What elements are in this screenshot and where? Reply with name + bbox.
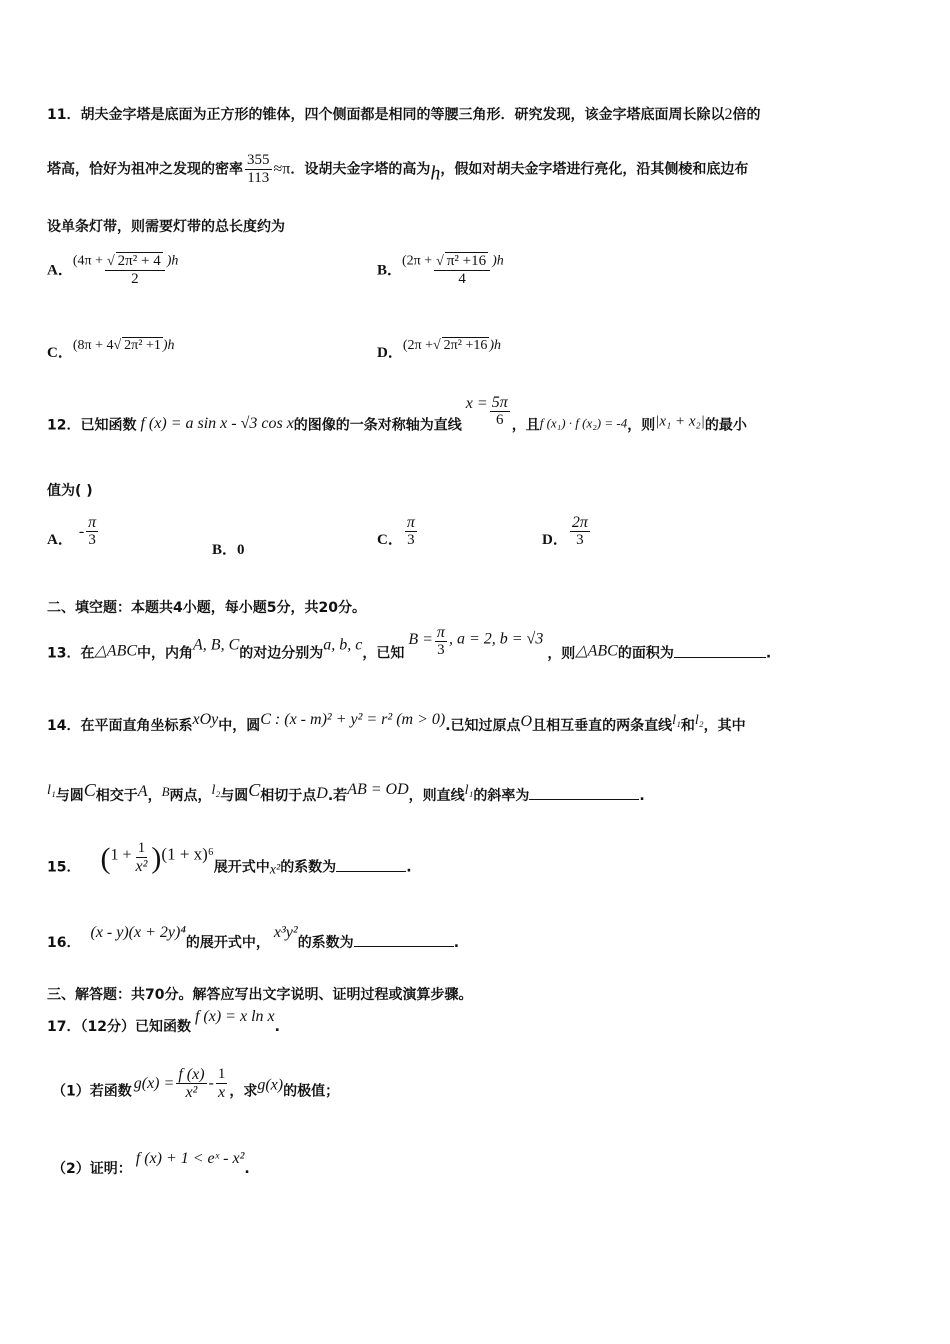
q15-line: 15． (1 + $\frac{1}{\text{x²}}$ )(1 + x)⁶展开式中x²的系数为 .: [47, 840, 412, 878]
q12-option-a[interactable]: A． - $\frac{\pi}{3}$: [47, 514, 97, 548]
q16-answer-blank[interactable]: [354, 932, 454, 947]
q11-option-b-fraction: $\frac{\text{√ π² +16}}{4}$: [434, 252, 490, 288]
q11-option-a[interactable]: A．(4π + $\frac{\text{√ 2π² + 4}}{2}$ )h: [47, 253, 179, 287]
q17-part1: （1）若函数 g(x) = $\frac{f (x)}{\text{x²}}$ - $\frac{1}{x}$ ，求g(x)的极值；: [52, 1066, 340, 1101]
section-2-heading: 二、填空题：本题共4小题，每小题5分，共20分。: [47, 600, 366, 616]
q12-option-c[interactable]: C． $\frac{\pi}{3}$: [377, 514, 415, 548]
q11-option-d[interactable]: D．(2π +√ 2π² +16 )h: [377, 338, 502, 361]
q11-line3: 设单条灯带，则需要灯带的总长度约为: [47, 219, 285, 235]
q13-angle-fraction: $\frac{\pi}{3}$: [436, 624, 445, 658]
q14-line2: l₁与圆C相交于A，B两点，l₂与圆C相切于点D.若AB = OD，则直线l₁的斜率为 .: [47, 780, 645, 804]
q12-option-d-fraction: $\frac{2\pi}{3}$: [571, 514, 588, 548]
q17-g-fraction-2: $\frac{1}{x}$: [217, 1066, 226, 1101]
q17-g-fraction-1: $\frac{f (x)}{\text{x²}}$: [178, 1066, 205, 1101]
q11-ratio-fraction: $\frac{355}{113}$: [247, 152, 270, 186]
q17-part2: （2）证明：f (x) + 1 < eˣ - x².: [52, 1150, 250, 1177]
q12-axis-fraction: $\frac{5\pi}{6}$: [491, 394, 508, 428]
q11-line1: 11．胡夫金字塔是底面为正方形的锥体，四个侧面都是相同的等腰三角形．研究发现，该金字塔底面周长除以2倍的: [47, 106, 761, 123]
q17-line: 17．（12分）已知函数f (x) = x ln x.: [47, 1008, 280, 1035]
section-3-heading: 三、解答题：共70分。解答应写出文字说明、证明过程或演算步骤。: [47, 987, 473, 1003]
q15-fraction: $\frac{1}{\text{x²}}$: [135, 840, 148, 875]
q12-option-a-fraction: $\frac{\pi}{3}$: [88, 514, 97, 548]
q13-line: 13．在△ABC中，内角A, B, C的对边分别为a, b, c，已知B = $\frac{\pi}{3}$ , a = 2, b = √3，则△ABC的面积为 .: [47, 624, 772, 662]
q15-answer-blank[interactable]: [336, 857, 406, 872]
q16-line: 16．(x - y)(x + 2y)⁴的展开式中，x³y²的系数为 .: [47, 924, 460, 951]
q12-option-b[interactable]: B．0: [212, 542, 245, 558]
q14-answer-blank[interactable]: [529, 785, 639, 800]
q11-line2: 塔高，恰好为祖冲之发现的密率 $\frac{355}{113}$ ≈π．设胡夫金字塔的高为h，假如对胡夫金字塔进行亮化，沿其侧棱和底边布: [47, 152, 749, 186]
q11-option-a-fraction: $\frac{\text{√ 2π² + 4}}{2}$: [105, 252, 165, 288]
q11-option-c[interactable]: C．(8π + 4√ 2π² +1 )h: [47, 338, 175, 361]
q12-line1: 12．已知函数 f (x) = a sin x - √3 cos x的图像的一条对称轴为直线x = $\frac{5\pi}{6}$ ，且f (x₁) · f (x₂) = -4，则|x₁ + x₂|的最小: [47, 394, 747, 434]
q14-line1: 14．在平面直角坐标系xOy中，圆C : (x - m)² + y² = r² (m > 0).已知过原点O且相互垂直的两条直线l₁和l₂，其中: [47, 711, 746, 734]
q12-line2: 值为( ): [47, 483, 93, 499]
q11-option-b[interactable]: B．(2π + $\frac{\text{√ π² +16}}{4}$ )h: [377, 253, 504, 287]
q12-option-d[interactable]: D． $\frac{2\pi}{3}$: [542, 514, 588, 548]
q12-option-c-fraction: $\frac{\pi}{3}$: [406, 514, 415, 548]
q13-answer-blank[interactable]: [674, 643, 766, 658]
